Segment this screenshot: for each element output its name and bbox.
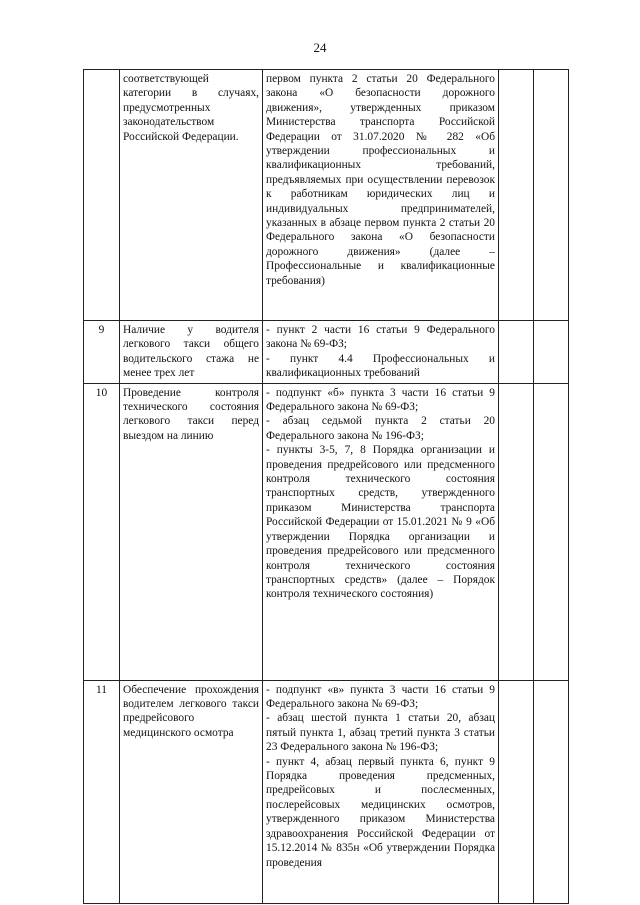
- empty-cell: [534, 680, 569, 903]
- table-row: [84, 321, 569, 384]
- requirement-name: Наличие у водителя легкового такси общего водительского стажа не менее трех лет: [120, 321, 263, 384]
- basis-item: - абзац седьмой пункта 2 статьи 20 Федерального закона № 196-ФЗ;: [266, 415, 495, 442]
- empty-cell: [534, 321, 569, 384]
- requirements-table: [83, 69, 569, 904]
- requirement-name: соответствующей категории в случаях, предусмотренных законодательством Российской Федерации.: [120, 70, 263, 321]
- empty-cell: [534, 70, 569, 321]
- basis-item: - пункт 2 части 16 статьи 9 Федерального закона № 69-ФЗ;: [266, 324, 495, 351]
- basis-item: - подпункт «в» пункта 3 части 16 статьи 9 Федерального закона № 69-ФЗ;: [266, 683, 495, 711]
- empty-cell: [499, 680, 534, 903]
- empty-cell: [499, 383, 534, 680]
- page-number: 24: [313, 40, 327, 55]
- basis-item: - пункт 4, абзац первый пункта 6, пункт 9 Порядка проведения предсменных, предрейсовых и послесменных, послерейсовых медицинских осмотров, утвержденного приказом Министерства здравоохранения Российской Федерации от 15.12.2014 № 835н «Об утверждении Порядка проведения: [266, 755, 495, 869]
- row-number: 11: [84, 680, 120, 903]
- requirement-name: Проведение контроля технического состояния легкового такси перед выездом на линию: [120, 383, 263, 680]
- legal-basis: [263, 680, 499, 903]
- legal-basis: [263, 321, 499, 384]
- basis-item: - подпункт «б» пункта 3 части 16 статьи 9 Федерального закона № 69-ФЗ;: [266, 386, 495, 414]
- empty-cell: [499, 70, 534, 321]
- basis-item: - пункты 3-5, 7, 8 Порядка организации и проведения предрейсового или предсменного контроля технического состояния транспортных средств, утвержденного приказом Министерства транспорта Российской Федерации от 15.01.2021 № 9 «Об утверждении Порядка организации и проведения предрейсового или предсменного контроля технического состояния транспортных средств» (далее – Порядок контроля технического состояния): [266, 444, 495, 601]
- table-row: [84, 70, 569, 321]
- basis-item: - пункт 4.4 Профессиональных и квалификационных требований: [266, 352, 495, 380]
- table-row: [84, 383, 569, 680]
- row-number: [84, 70, 120, 321]
- basis-item: - абзац шестой пункта 1 статьи 20, абзац пятый пункта 1, абзац третий пункта 3 статьи 23 Федерального закона № 196-ФЗ;: [266, 712, 495, 754]
- basis-item: первом пункта 2 статьи 20 Федерального закона «О безопасности дорожного движения», утвержденных приказом Министерства транспорта Российской Федерации от 31.07.2020 № 282 «Об утверждении профессиональных и квалификационных требований, предъявляемых при осуществлении перевозок к работникам юридических лиц и индивидуальных предпринимателей, указанных в абзаце первом пункта 2 статьи 20 Федерального закона «О безопасности дорожного движения» (далее – Профессиональные и квалификационные требования): [266, 73, 495, 287]
- empty-cell: [534, 383, 569, 680]
- legal-basis: [263, 383, 499, 680]
- table-row: [84, 680, 569, 903]
- row-number: 10: [84, 383, 120, 680]
- empty-cell: [499, 321, 534, 384]
- row-number: 9: [84, 321, 120, 384]
- requirement-name: Обеспечение прохождения водителем легкового такси предрейсового медицинского осмотра: [120, 680, 263, 903]
- legal-basis: [263, 70, 499, 321]
